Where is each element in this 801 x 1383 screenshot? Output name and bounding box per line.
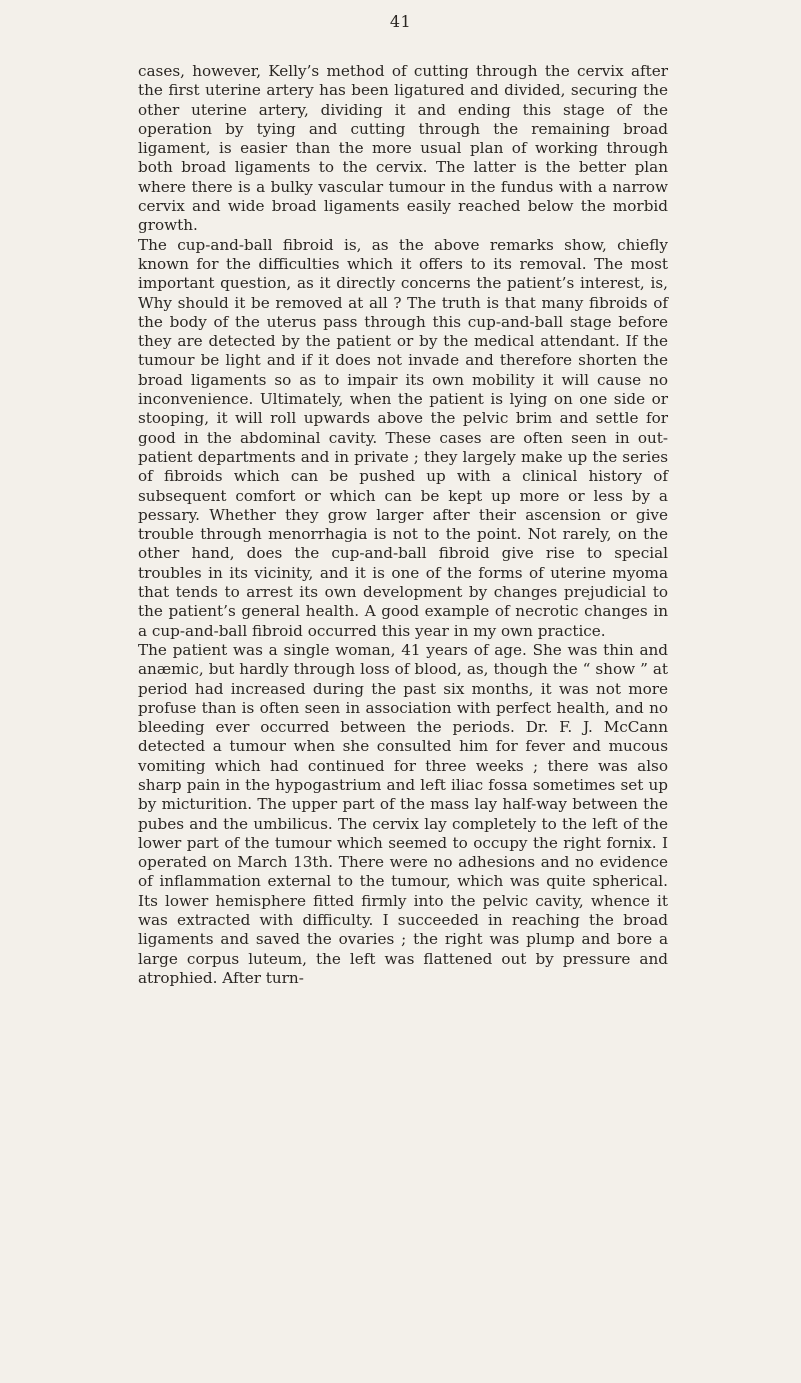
paragraph-1: cases, however, Kelly’s method of cutting through the cervix after the first uterine artery has been ligatured and divided, securing the other uterine artery, dividing it and ending this stage of the operation by tying and cutting through the remaining broad ligament, is easier than the more usual plan of working through both broad ligaments to the cervix. The latter is the better plan where there is a bulky vascular tumour in the fundus with a narrow cervix and wide broad ligaments easily reached below the morbid growth. xyxy=(138,62,668,235)
paragraph-2: The cup-and-ball fibroid is, as the above remarks show, chiefly known for the difficulties which it offers to its removal. The most important question, as it directly concerns the patient’s interest, is, Why should it be removed at all ? The truth is that many fibroids of the body of the uterus pass through this cup-and-ball stage before they are detected by the patient or by the medical attendant. If the tumour be light and if it does not invade and therefore shorten the broad ligaments so as to impair its own mobility it will cause no inconvenience. Ultimately, when the patient is lying on one side or stooping, it will roll upwards above the pelvic brim and settle for good in the abdominal cavity. These cases are often seen in out-patient departments and in private ; they largely make up the series of fibroids which can be pushed up with a clinical history of subsequent comfort or which can be kept up more or less by a pessary. Whether they grow larger after their ascension or give trouble through menorrhagia is not to the point. Not rarely, on the other hand, does the cup-and-ball fibroid give rise to special troubles in its vicinity, and it is one of the forms of uterine myoma that tends to arrest its own development by changes prejudicial to the patient’s general health. A good example of necrotic changes in a cup-and-ball fibroid occurred this year in my own practice. xyxy=(138,235,668,640)
paragraph-3: The patient was a single woman, 41 years of age. She was thin and anæmic, but hardly through loss of blood, as, though the “ show ” at period had increased during the past six months, it was not more profuse than is often seen in association with perfect health, and no bleeding ever occurred between the periods. Dr. F. J. McCann detected a tumour when she consulted him for fever and mucous vomiting which had continued for three weeks ; there was also sharp pain in the hypogastrium and left iliac fossa sometimes set up by micturition. The upper part of the mass lay half-way between the pubes and the umbilicus. The cervix lay completely to the left of the lower part of the tumour which seemed to occupy the right fornix. I operated on March 13th. There were no adhesions and no evidence of inflammation external to the tumour, which was quite spherical. Its lower hemisphere fitted firmly into the pelvic cavity, whence it was extracted with difficulty. I succeeded in reaching the broad ligaments and saved the ovaries ; the right was plump and bore a large corpus luteum, the left was flattened out by pressure and atrophied. After turn- xyxy=(138,640,668,987)
page-number: 41 xyxy=(389,12,412,31)
body-text xyxy=(138,62,668,988)
